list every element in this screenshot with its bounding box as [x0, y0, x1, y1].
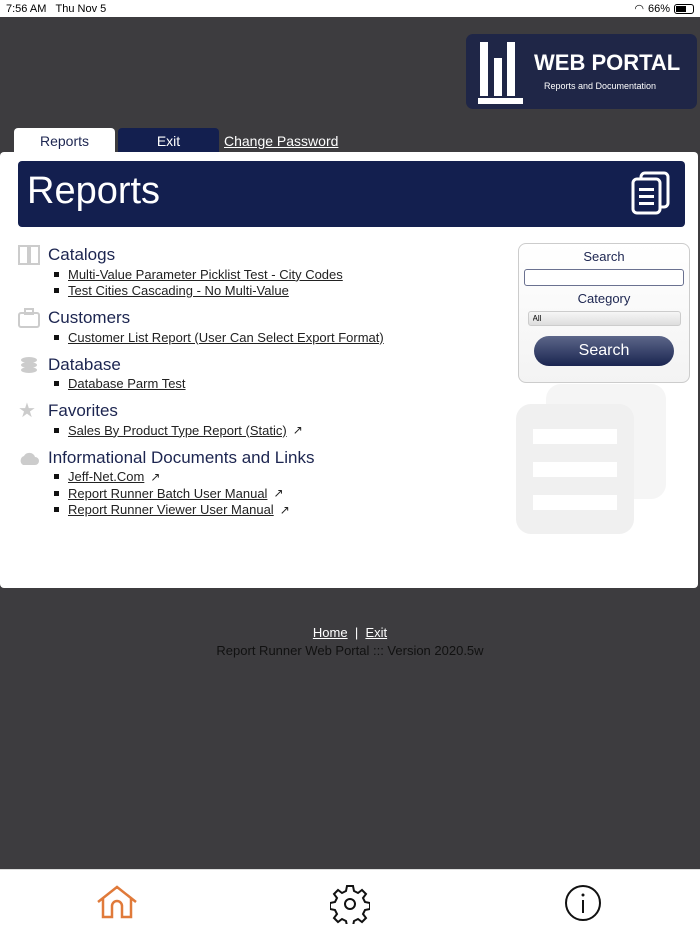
page-title: Reports — [27, 170, 161, 212]
reports-panel — [0, 152, 698, 588]
report-link[interactable]: Database Parm Test — [68, 376, 186, 392]
info-icon[interactable] — [564, 884, 602, 922]
category-select[interactable] — [528, 311, 681, 326]
category-customers — [18, 307, 508, 346]
category-list — [18, 244, 508, 526]
category-title: Catalogs — [48, 245, 116, 264]
tab-reports[interactable]: Reports — [14, 128, 115, 152]
settings-gear-icon[interactable] — [330, 884, 370, 924]
external-link-icon[interactable]: ↗ — [279, 502, 290, 517]
database-icon — [18, 355, 40, 375]
report-link[interactable]: Sales By Product Type Report (Static) — [68, 422, 287, 438]
wifi-icon: ◠ — [634, 3, 644, 15]
report-link[interactable]: Report Runner Batch User Manual — [68, 485, 268, 501]
logo-title: WEB PORTAL — [534, 50, 681, 75]
time: 7:56 AM — [6, 2, 47, 15]
category-informational — [18, 447, 508, 519]
briefcase-icon — [18, 308, 40, 328]
version-text: Report Runner Web Portal ::: Version 2020.5w — [216, 643, 484, 658]
category-title: Customers — [48, 308, 131, 327]
home-icon[interactable] — [96, 884, 138, 920]
tab-exit[interactable]: Exit — [118, 128, 219, 152]
home-link[interactable]: Home — [312, 625, 348, 640]
category-title: Database — [48, 354, 121, 374]
search-box — [518, 243, 690, 383]
date: Thu Nov 5 — [55, 2, 107, 15]
bar-chart-icon — [478, 42, 524, 104]
report-link[interactable]: Jeff-Net.Com — [68, 469, 145, 485]
category-title: Favorites — [48, 401, 118, 420]
external-link-icon[interactable]: ↗ — [273, 486, 284, 501]
change-password-link[interactable]: Change Password — [224, 133, 339, 149]
search-input[interactable] — [524, 269, 684, 286]
status-bar — [0, 0, 700, 17]
category-title: Informational Documents and Links — [48, 447, 315, 467]
battery-percent: 66% — [647, 2, 670, 15]
separator: | — [354, 625, 359, 640]
bottom-tab-bar — [0, 869, 700, 934]
web-portal-logo — [466, 34, 697, 109]
category-label: Category — [577, 291, 631, 306]
documents-icon — [631, 171, 671, 215]
external-link-icon[interactable]: ↗ — [292, 423, 303, 438]
report-link[interactable]: Report Runner Viewer User Manual — [68, 502, 274, 518]
category-catalogs — [18, 244, 508, 299]
battery-icon — [674, 4, 694, 14]
logo-subtitle: Reports and Documentation — [544, 81, 657, 91]
reports-banner — [18, 161, 685, 227]
category-favorites — [18, 400, 508, 439]
report-link[interactable]: Customer List Report (User Can Select Export Format) — [68, 329, 384, 345]
cloud-icon — [18, 448, 40, 468]
background-document-icon — [516, 384, 666, 534]
star-icon: ★ — [18, 400, 36, 422]
external-link-icon[interactable]: ↗ — [150, 469, 161, 484]
search-button[interactable]: Search — [534, 336, 674, 366]
exit-link[interactable]: Exit — [365, 625, 388, 640]
footer — [0, 625, 700, 658]
report-link[interactable]: Multi-Value Parameter Picklist Test - City Codes — [68, 266, 343, 282]
report-link[interactable]: Test Cities Cascading - No Multi-Value — [68, 283, 289, 299]
search-label: Search — [583, 249, 625, 264]
catalog-icon — [18, 245, 40, 265]
category-database — [18, 354, 508, 393]
